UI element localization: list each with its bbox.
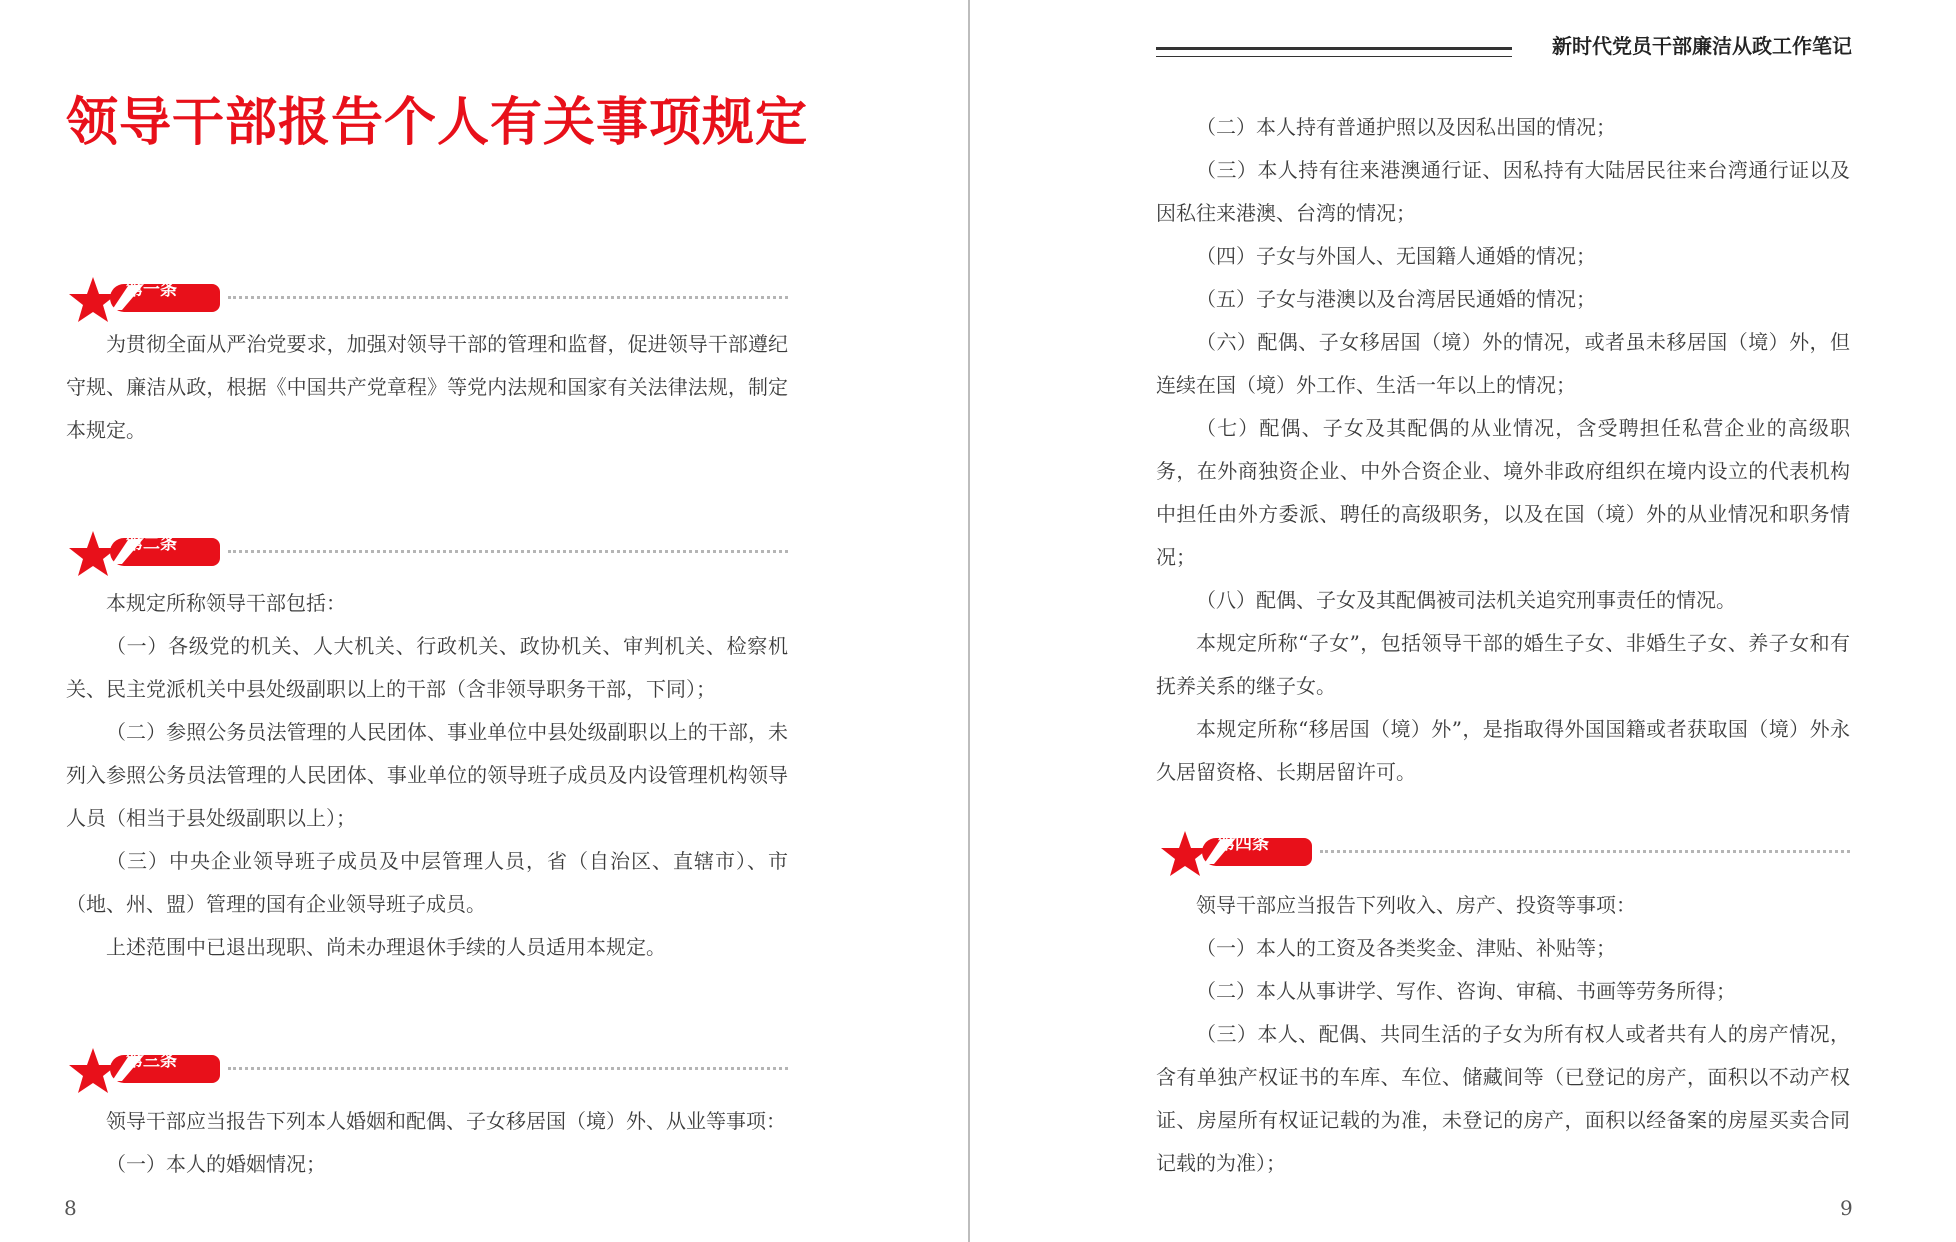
paragraph: （三）中央企业领导班子成员及中层管理人员，省（自治区、直辖市）、市（地、州、盟）管理的国有企业领导班子成员。 <box>66 849 788 916</box>
paragraph: （四）子女与外国人、无国籍人通婚的情况； <box>1196 244 1596 268</box>
paragraph: （七）配偶、子女及其配偶的从业情况，含受聘担任私营企业的高级职务，在外商独资企业、中外合资企业、境外非政府组织在境内设立的代表机构中担任由外方委派、聘任的高级职务，以及在国（境）外的从业情况和职务情况； <box>1156 416 1850 569</box>
paragraph: （八）配偶、子女及其配偶被司法机关追究刑事责任的情况。 <box>1196 588 1736 612</box>
paragraph: （一）各级党的机关、人大机关、行政机关、政协机关、审判机关、检察机关、民主党派机关中县处级副职以上的干部（含非领导职务干部，下同）； <box>66 634 788 701</box>
dotted-divider <box>1320 850 1850 853</box>
article-label: 第一条 <box>126 280 177 300</box>
paragraph: 本规定所称领导干部包括： <box>106 591 346 615</box>
article-1-body <box>66 323 788 452</box>
paragraph: （二）本人持有普通护照以及因私出国的情况； <box>1196 115 1616 139</box>
paragraph: （二）本人从事讲学、写作、咨询、审稿、书画等劳务所得； <box>1196 979 1736 1003</box>
paragraph: （一）本人的婚姻情况； <box>106 1152 326 1176</box>
article-3-body <box>66 1100 788 1186</box>
article-label: 第二条 <box>126 534 177 554</box>
paragraph: 本规定所称“移居国（境）外”，是指取得外国国籍或者获取国（境）外永久居留资格、长期居留许可。 <box>1156 717 1850 784</box>
header-rule <box>1156 47 1512 57</box>
paragraph: （一）本人的工资及各类奖金、津贴、补贴等； <box>1196 936 1616 960</box>
left-page <box>0 0 968 1242</box>
paragraph: （三）本人、配偶、共同生活的子女为所有权人或者共有人的房产情况，含有单独产权证书的车库、车位、储藏间等（已登记的房产，面积以不动产权证、房屋所有权证记载的为准，未登记的房产，面积以经备案的房屋买卖合同记载的为准）； <box>1156 1022 1850 1175</box>
article-heading-2 <box>68 530 788 574</box>
article-4-body <box>1156 884 1850 1185</box>
paragraph: 为贯彻全面从严治党要求，加强对领导干部的管理和监督，促进领导干部遵纪守规、廉洁从政，根据《中国共产党章程》等党内法规和国家有关法律法规，制定本规定。 <box>66 332 788 442</box>
paragraph: （三）本人持有往来港澳通行证、因私持有大陆居民往来台湾通行证以及因私往来港澳、台湾的情况； <box>1156 158 1850 225</box>
article-label: 第三条 <box>126 1051 177 1071</box>
paragraph: （五）子女与港澳以及台湾居民通婚的情况； <box>1196 287 1596 311</box>
dotted-divider <box>228 550 788 553</box>
article-heading-4 <box>1160 830 1850 874</box>
page-number: 9 <box>1840 1196 1853 1220</box>
article-heading-3 <box>68 1047 788 1091</box>
article-3-continued <box>1156 106 1850 794</box>
paragraph: （二）参照公务员法管理的人民团体、事业单位中县处级副职以上的干部，未列入参照公务员法管理的人民团体、事业单位的领导班子成员及内设管理机构领导人员（相当于县处级副职以上）； <box>66 720 788 830</box>
article-2-body <box>66 582 788 969</box>
right-page <box>970 0 1956 1242</box>
article-heading-1 <box>68 276 788 320</box>
paragraph: （六）配偶、子女移居国（境）外的情况，或者虽未移居国（境）外，但连续在国（境）外工作、生活一年以上的情况； <box>1156 330 1850 397</box>
paragraph: 上述范围中已退出现职、尚未办理退休手续的人员适用本规定。 <box>106 935 666 959</box>
paragraph: 本规定所称“子女”，包括领导干部的婚生子女、非婚生子女、养子女和有抚养关系的继子女。 <box>1156 631 1850 698</box>
paragraph: 领导干部应当报告下列本人婚姻和配偶、子女移居国（境）外、从业等事项： <box>106 1109 786 1133</box>
page-number: 8 <box>64 1196 77 1220</box>
dotted-divider <box>228 1067 788 1070</box>
running-title: 新时代党员干部廉洁从政工作笔记 <box>1552 34 1852 58</box>
dotted-divider <box>228 296 788 299</box>
paragraph: 领导干部应当报告下列收入、房产、投资等事项： <box>1196 893 1636 917</box>
page-title: 领导干部报告个人有关事项规定 <box>66 93 809 153</box>
article-label: 第四条 <box>1218 834 1269 854</box>
